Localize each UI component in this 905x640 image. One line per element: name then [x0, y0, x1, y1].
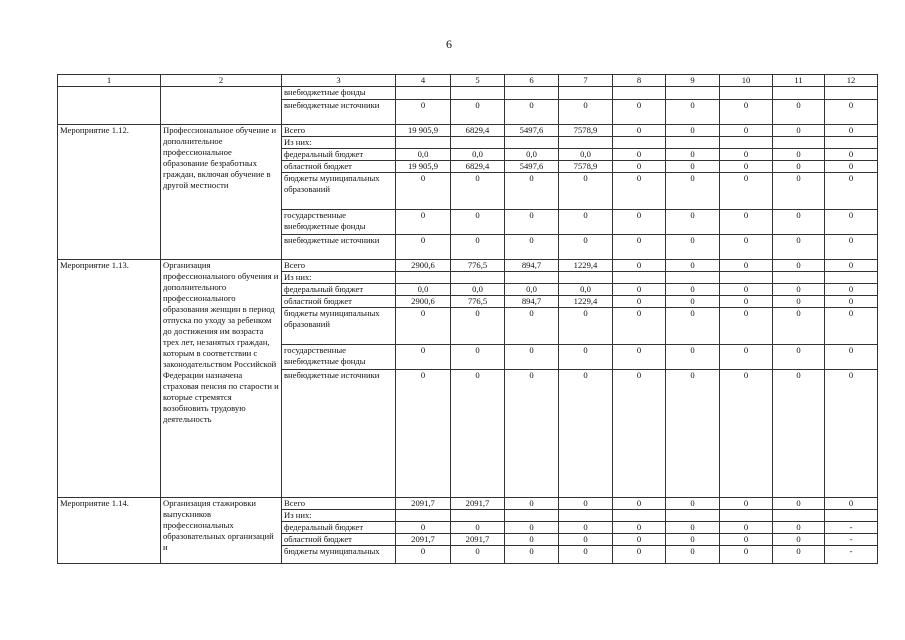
value-cell: 0: [505, 370, 559, 498]
value-cell: 0,0: [559, 284, 613, 296]
value-cell: 0: [396, 173, 451, 210]
value-cell: [396, 137, 451, 149]
column-header: 2: [161, 75, 282, 87]
value-cell: [505, 137, 559, 149]
value-cell: 0: [505, 210, 559, 235]
source-label: внебюджетные фонды: [282, 87, 396, 100]
value-cell: 0: [505, 534, 559, 546]
value-cell: [559, 510, 613, 522]
value-cell: 0: [559, 370, 613, 498]
measure-name: Мероприятие 1.12.: [58, 125, 161, 260]
value-cell: 0: [720, 308, 773, 345]
source-label: федеральный бюджет: [282, 522, 396, 534]
source-label: Из них:: [282, 272, 396, 284]
value-cell: [666, 137, 720, 149]
value-cell: 0: [451, 100, 505, 125]
value-cell: 0,0: [505, 284, 559, 296]
value-cell: 0: [396, 370, 451, 498]
value-cell: 0: [451, 308, 505, 345]
value-cell: 0: [396, 100, 451, 125]
value-cell: 0: [666, 308, 720, 345]
value-cell: 0: [773, 235, 825, 260]
value-cell: 0: [505, 308, 559, 345]
value-cell: 0,0: [451, 284, 505, 296]
source-label: внебюджетные источники: [282, 235, 396, 260]
source-label: областной бюджет: [282, 534, 396, 546]
value-cell: [396, 510, 451, 522]
value-cell: 0: [666, 210, 720, 235]
value-cell: 1229,4: [559, 296, 613, 308]
value-cell: 0: [666, 260, 720, 272]
value-cell: 0: [666, 161, 720, 173]
value-cell: 0: [505, 235, 559, 260]
value-cell: 0: [613, 370, 666, 498]
column-header: 11: [773, 75, 825, 87]
value-cell: 0: [666, 522, 720, 534]
value-cell: 0: [559, 534, 613, 546]
value-cell: 0: [666, 296, 720, 308]
measure-cell: [58, 87, 161, 100]
value-cell: 0: [559, 308, 613, 345]
value-cell: 0: [773, 308, 825, 345]
value-cell: [666, 87, 720, 100]
value-cell: 0: [825, 161, 878, 173]
description-cell: [161, 100, 282, 125]
value-cell: 0: [773, 546, 825, 564]
value-cell: [451, 272, 505, 284]
measure-description: Организация профессионального обучения и дополнительного профессионального образования женщин в период отпуска по уходу за ребенком до достижения им возраста трех лет, незанятых граждан, которым в соответствии с законодательством Российской Федерации назначена страховая пенсия по старости и которые стремятся возобновить трудовую деятельность: [161, 260, 282, 498]
column-header: 12: [825, 75, 878, 87]
value-cell: [396, 87, 451, 100]
value-cell: 0: [559, 210, 613, 235]
value-cell: 0: [666, 173, 720, 210]
value-cell: 2091,7: [451, 534, 505, 546]
source-label: Всего: [282, 125, 396, 137]
value-cell: 0: [613, 100, 666, 125]
value-cell: [559, 272, 613, 284]
budget-table: [57, 74, 878, 564]
table-row: [58, 100, 878, 125]
value-cell: 0: [773, 260, 825, 272]
value-cell: 1229,4: [559, 260, 613, 272]
header-row: [58, 75, 878, 87]
value-cell: 0: [773, 125, 825, 137]
value-cell: 0: [396, 308, 451, 345]
measure-description: Организация стажировки выпускников профессиональных образовательных организаций и: [161, 498, 282, 564]
value-cell: 0: [773, 149, 825, 161]
source-label: внебюджетные источники: [282, 100, 396, 125]
value-cell: [451, 510, 505, 522]
source-label: Из них:: [282, 510, 396, 522]
value-cell: 0: [505, 345, 559, 370]
value-cell: 0: [825, 308, 878, 345]
value-cell: 0: [825, 284, 878, 296]
value-cell: 0: [666, 370, 720, 498]
column-header: 4: [396, 75, 451, 87]
value-cell: 0: [396, 522, 451, 534]
value-cell: 0,0: [396, 284, 451, 296]
value-cell: 0: [666, 125, 720, 137]
value-cell: 0: [825, 210, 878, 235]
column-header: 7: [559, 75, 613, 87]
source-label: государственные внебюджетные фонды: [282, 345, 396, 370]
page-number: 6: [446, 37, 452, 51]
value-cell: 0: [825, 235, 878, 260]
value-cell: 7578,9: [559, 161, 613, 173]
value-cell: -: [825, 534, 878, 546]
value-cell: [613, 87, 666, 100]
value-cell: 0: [559, 522, 613, 534]
value-cell: 0: [720, 522, 773, 534]
value-cell: 776,5: [451, 296, 505, 308]
value-cell: 0: [451, 210, 505, 235]
value-cell: 0: [773, 498, 825, 510]
value-cell: [825, 87, 878, 100]
value-cell: 6829,4: [451, 125, 505, 137]
value-cell: 0: [773, 210, 825, 235]
value-cell: 2900,6: [396, 260, 451, 272]
value-cell: [505, 87, 559, 100]
value-cell: 0: [559, 345, 613, 370]
source-label: областной бюджет: [282, 161, 396, 173]
value-cell: 0: [613, 235, 666, 260]
value-cell: 0: [720, 210, 773, 235]
measure-cell: [58, 100, 161, 125]
value-cell: 0: [720, 149, 773, 161]
source-label: внебюджетные источники: [282, 370, 396, 498]
value-cell: 0: [773, 100, 825, 125]
value-cell: [825, 510, 878, 522]
value-cell: 0: [825, 260, 878, 272]
value-cell: 0: [613, 522, 666, 534]
value-cell: [773, 510, 825, 522]
value-cell: 0: [613, 260, 666, 272]
value-cell: [451, 87, 505, 100]
value-cell: 0: [613, 173, 666, 210]
value-cell: 0: [773, 173, 825, 210]
source-label: бюджеты муниципальных образований: [282, 173, 396, 210]
value-cell: 0: [720, 345, 773, 370]
value-cell: 0: [613, 149, 666, 161]
value-cell: 0: [825, 345, 878, 370]
value-cell: 0,0: [559, 149, 613, 161]
value-cell: [505, 510, 559, 522]
value-cell: 0: [666, 498, 720, 510]
value-cell: 0: [613, 308, 666, 345]
value-cell: 0: [720, 534, 773, 546]
value-cell: [559, 137, 613, 149]
value-cell: 0,0: [451, 149, 505, 161]
value-cell: 7578,9: [559, 125, 613, 137]
value-cell: [720, 510, 773, 522]
value-cell: 2091,7: [451, 498, 505, 510]
value-cell: 0: [773, 534, 825, 546]
value-cell: 0: [773, 284, 825, 296]
value-cell: [396, 272, 451, 284]
table-row: [58, 498, 878, 510]
value-cell: 0: [613, 296, 666, 308]
value-cell: 894,7: [505, 296, 559, 308]
value-cell: 0: [666, 100, 720, 125]
value-cell: 19 905,9: [396, 125, 451, 137]
value-cell: 0: [613, 161, 666, 173]
source-label: бюджеты муниципальных образований: [282, 308, 396, 345]
value-cell: [720, 137, 773, 149]
column-header: 10: [720, 75, 773, 87]
value-cell: [773, 137, 825, 149]
source-label: Всего: [282, 260, 396, 272]
value-cell: 0: [451, 173, 505, 210]
value-cell: 0,0: [505, 149, 559, 161]
table-row: [58, 125, 878, 137]
value-cell: [825, 137, 878, 149]
table-row: [58, 260, 878, 272]
value-cell: 0: [773, 345, 825, 370]
value-cell: 2091,7: [396, 534, 451, 546]
value-cell: 0: [559, 498, 613, 510]
value-cell: 0: [773, 296, 825, 308]
value-cell: 0: [720, 125, 773, 137]
value-cell: 0: [720, 235, 773, 260]
value-cell: 0: [451, 370, 505, 498]
value-cell: 0: [451, 546, 505, 564]
value-cell: 0: [505, 522, 559, 534]
value-cell: 6829,4: [451, 161, 505, 173]
value-cell: [825, 272, 878, 284]
value-cell: 0: [505, 498, 559, 510]
value-cell: 0: [613, 498, 666, 510]
value-cell: 19 905,9: [396, 161, 451, 173]
value-cell: 0: [666, 546, 720, 564]
value-cell: 776,5: [451, 260, 505, 272]
value-cell: 0: [825, 370, 878, 498]
value-cell: 0: [613, 210, 666, 235]
value-cell: [613, 510, 666, 522]
column-header: 9: [666, 75, 720, 87]
column-header: 6: [505, 75, 559, 87]
table-row: [58, 87, 878, 100]
source-label: бюджеты муниципальных: [282, 546, 396, 564]
value-cell: 0: [505, 173, 559, 210]
value-cell: 0: [720, 161, 773, 173]
value-cell: 0: [666, 345, 720, 370]
column-header: 3: [282, 75, 396, 87]
value-cell: [613, 137, 666, 149]
value-cell: 0: [720, 370, 773, 498]
value-cell: 0: [773, 161, 825, 173]
value-cell: 0: [559, 546, 613, 564]
value-cell: 0: [720, 260, 773, 272]
value-cell: 2900,6: [396, 296, 451, 308]
value-cell: 0: [773, 522, 825, 534]
value-cell: 0: [505, 100, 559, 125]
value-cell: 0: [396, 546, 451, 564]
measure-name: Мероприятие 1.13.: [58, 260, 161, 498]
value-cell: [451, 137, 505, 149]
value-cell: [720, 272, 773, 284]
value-cell: 5497,6: [505, 125, 559, 137]
value-cell: 0: [613, 345, 666, 370]
value-cell: 0: [559, 235, 613, 260]
value-cell: 0: [825, 296, 878, 308]
value-cell: 0: [451, 345, 505, 370]
value-cell: 0: [825, 125, 878, 137]
value-cell: 0: [720, 100, 773, 125]
value-cell: [666, 272, 720, 284]
value-cell: 0: [451, 235, 505, 260]
value-cell: -: [825, 546, 878, 564]
value-cell: [773, 272, 825, 284]
value-cell: 0,0: [396, 149, 451, 161]
value-cell: 2091,7: [396, 498, 451, 510]
value-cell: [505, 272, 559, 284]
value-cell: 0: [559, 100, 613, 125]
measure-name: Мероприятие 1.14.: [58, 498, 161, 564]
value-cell: [720, 87, 773, 100]
value-cell: 0: [825, 173, 878, 210]
source-label: Из них:: [282, 137, 396, 149]
value-cell: 0: [451, 522, 505, 534]
value-cell: 0: [666, 534, 720, 546]
value-cell: 0: [396, 210, 451, 235]
measure-description: Профессиональное обучение и дополнительное профессиональное образование безработных граждан, включая обучение в другой местности: [161, 125, 282, 260]
value-cell: 0: [825, 149, 878, 161]
value-cell: [666, 510, 720, 522]
value-cell: [773, 87, 825, 100]
value-cell: 0: [720, 546, 773, 564]
value-cell: 0: [396, 345, 451, 370]
value-cell: 0: [720, 296, 773, 308]
value-cell: 0: [613, 284, 666, 296]
source-label: областной бюджет: [282, 296, 396, 308]
source-label: государственные внебюджетные фонды: [282, 210, 396, 235]
column-header: 8: [613, 75, 666, 87]
column-header: 5: [451, 75, 505, 87]
column-header: 1: [58, 75, 161, 87]
source-label: федеральный бюджет: [282, 284, 396, 296]
value-cell: 0: [666, 284, 720, 296]
source-label: Всего: [282, 498, 396, 510]
value-cell: [559, 87, 613, 100]
source-label: федеральный бюджет: [282, 149, 396, 161]
value-cell: 0: [505, 546, 559, 564]
value-cell: 0: [773, 370, 825, 498]
value-cell: 0: [720, 284, 773, 296]
value-cell: 0: [825, 498, 878, 510]
value-cell: 894,7: [505, 260, 559, 272]
value-cell: 0: [825, 100, 878, 125]
value-cell: 0: [559, 173, 613, 210]
value-cell: 0: [613, 546, 666, 564]
value-cell: 0: [720, 498, 773, 510]
value-cell: 0: [666, 235, 720, 260]
description-cell: [161, 87, 282, 100]
value-cell: 0: [720, 173, 773, 210]
value-cell: 0: [613, 125, 666, 137]
value-cell: 0: [613, 534, 666, 546]
value-cell: 0: [396, 235, 451, 260]
value-cell: -: [825, 522, 878, 534]
value-cell: 5497,6: [505, 161, 559, 173]
value-cell: [613, 272, 666, 284]
value-cell: 0: [666, 149, 720, 161]
